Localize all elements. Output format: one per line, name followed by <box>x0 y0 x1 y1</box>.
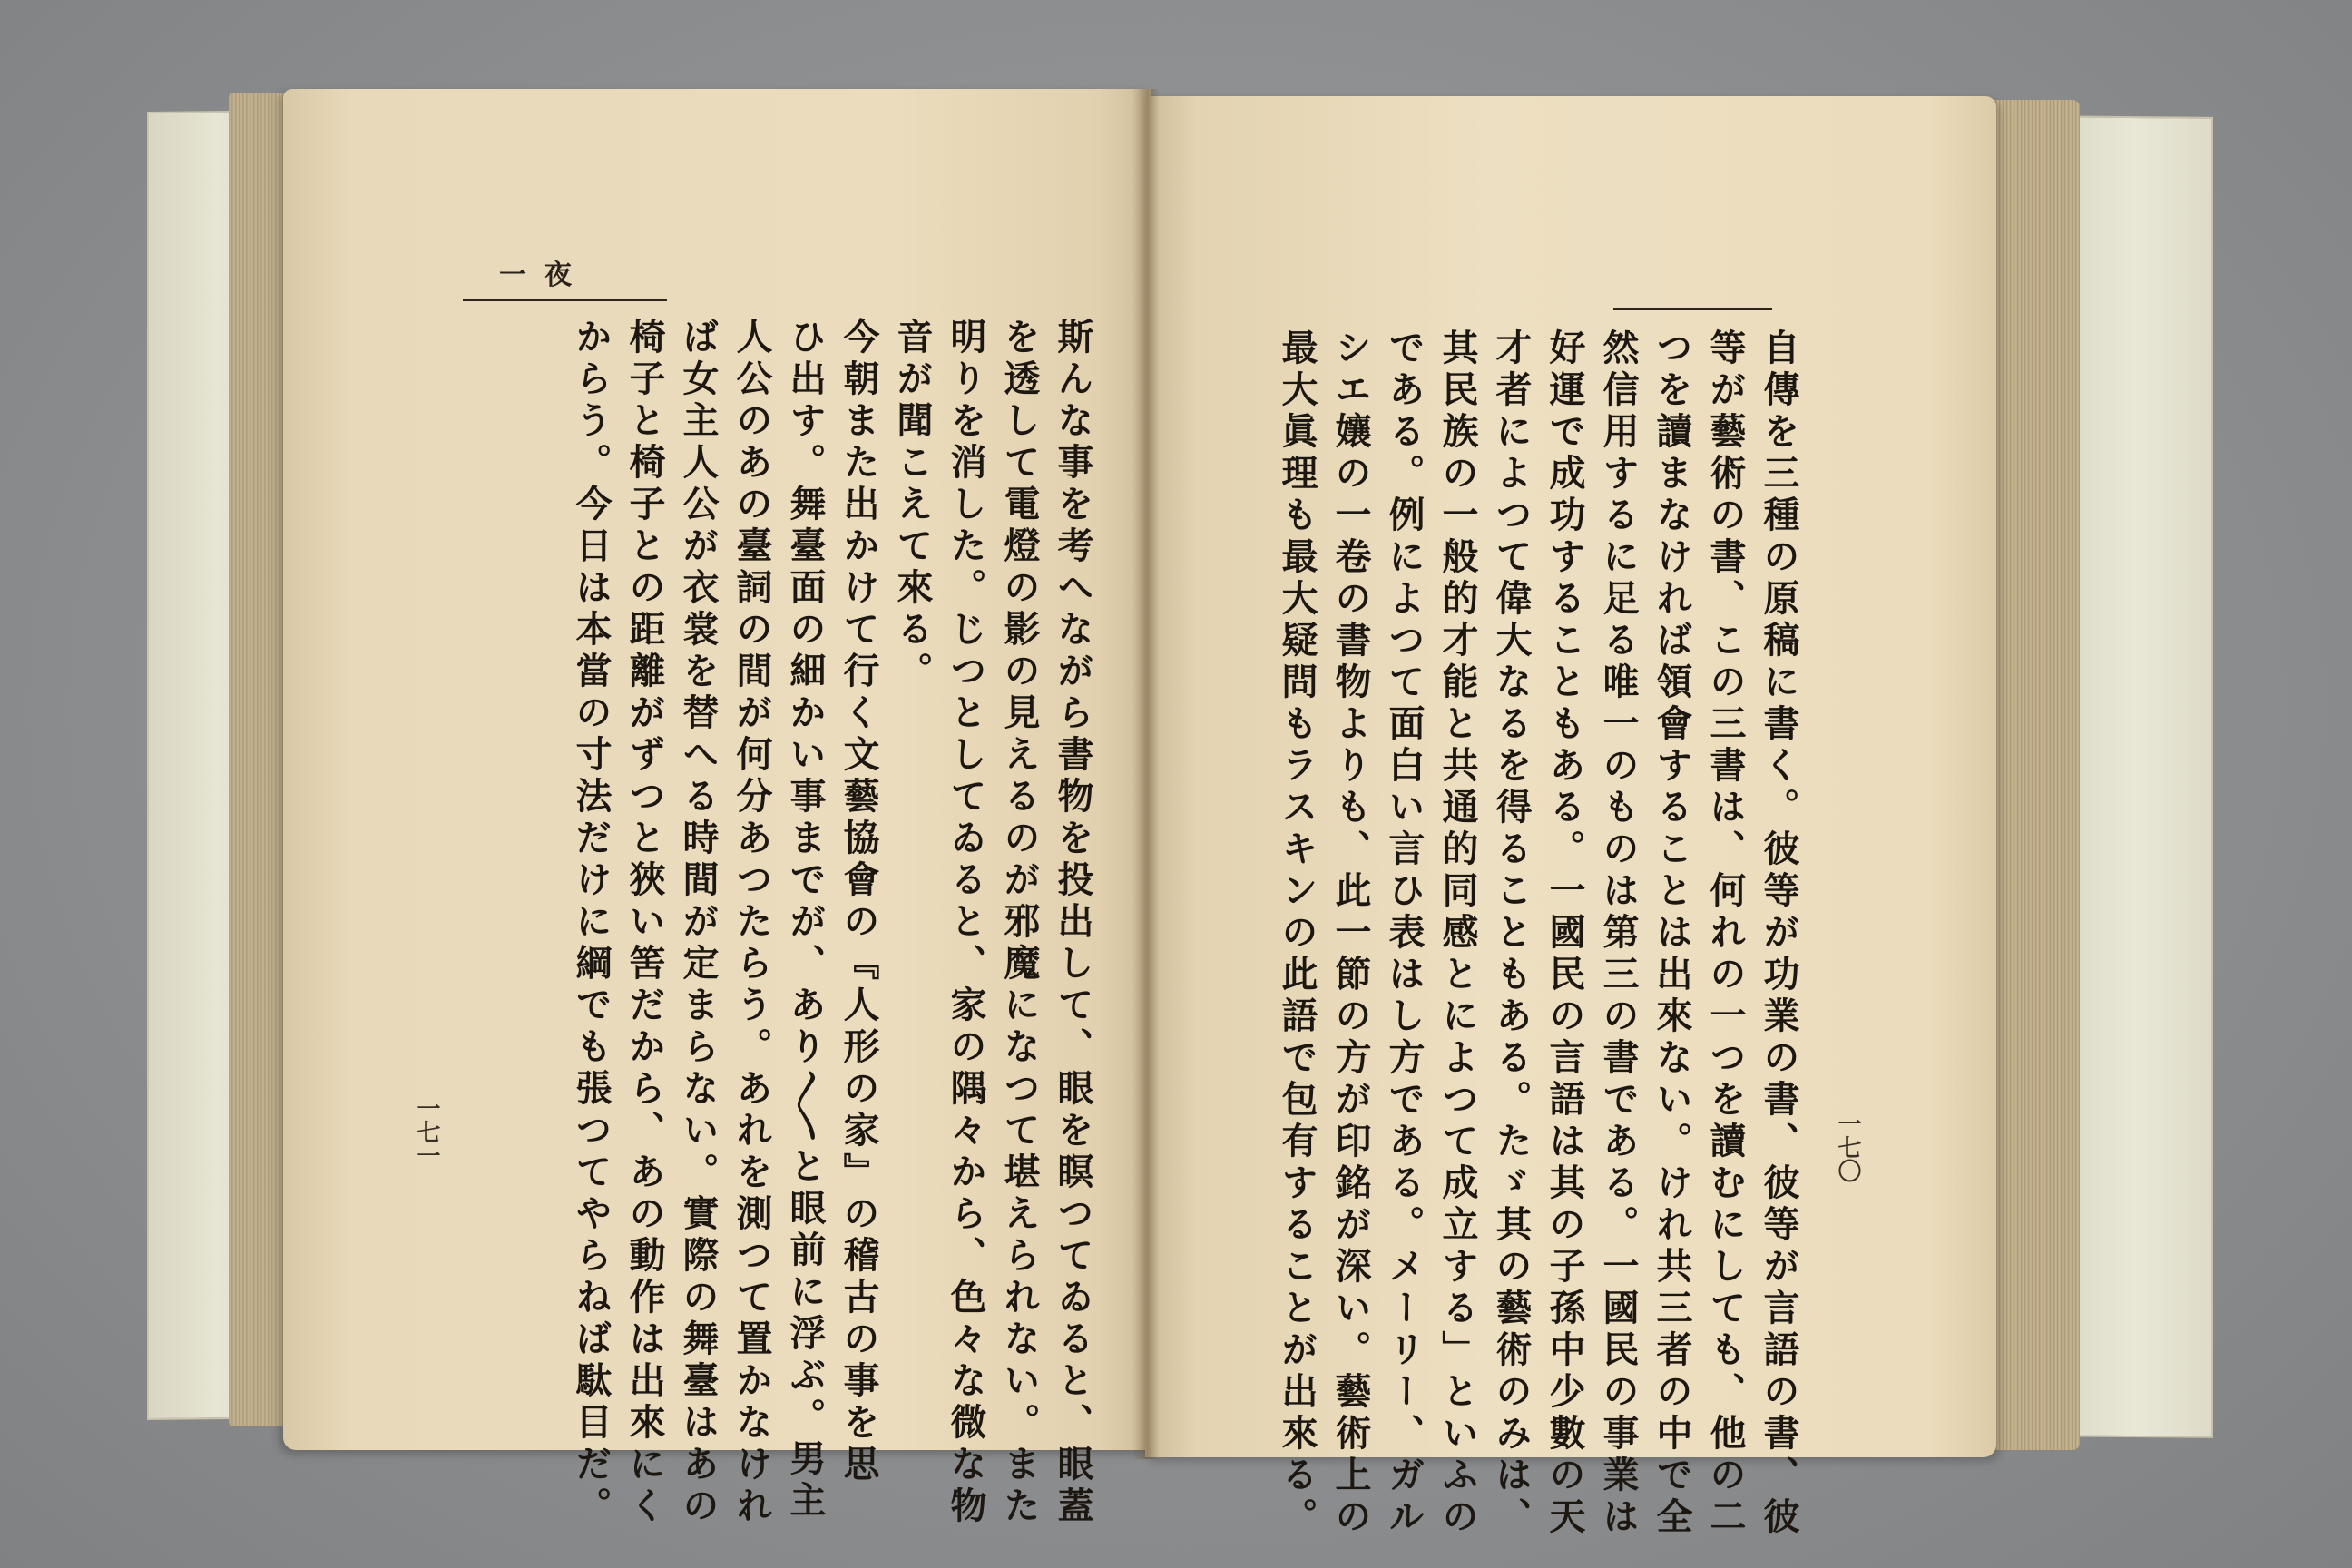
text-line: 然信用するに足る唯一のものは第三の書である。一國民の事業は <box>1597 328 1640 1539</box>
text-line: 好運で成功することもある。一國民の言語は其の子孫中少數の天 <box>1544 328 1586 1539</box>
book-gutter <box>1132 89 1160 1459</box>
text-line: ば女主人公が衣裳を替へる時間が定まらない。實際の舞臺はあの <box>677 318 720 1528</box>
right-header-rule <box>1613 308 1772 310</box>
right-page-number: 一七〇 <box>1834 1112 1861 1182</box>
left-running-header <box>463 252 667 307</box>
text-line: 今朝また出かけて行く文藝協會の『人形の家』の稽古の事を思 <box>838 318 880 1486</box>
left-header-rule <box>463 299 667 301</box>
text-line: 人公のあの臺詞の間が何分あつたらう。あれを測つて置かなけれ <box>730 318 773 1528</box>
left-header-title: 一夜 <box>499 260 590 291</box>
text-line: 自傳を三種の原稿に書く。彼等が功業の書、彼等が言語の書、彼 <box>1758 328 1800 1539</box>
text-line: 等が藝術の書、この三書は、何れの一つを讀むにしても、他の二 <box>1704 328 1747 1539</box>
text-line: 其民族の一般的才能と共通的同感とによつて成立する」といふの <box>1436 328 1479 1539</box>
text-line: つを讀まなければ領會することは出來ない。けれ共三者の中で全 <box>1651 328 1693 1539</box>
text-line: ひ出す。舞臺面の細かい事までが、あり〳〵と眼前に浮ぶ。男主 <box>784 318 827 1523</box>
right-running-header <box>1613 261 1772 316</box>
left-page-text <box>446 318 1100 1528</box>
text-line: 最大眞理も最大疑問もラスキンの此語で包有することが出來る。 <box>1276 328 1318 1539</box>
text-line: 音が聞こえて來る。 <box>891 318 934 693</box>
text-line: 明りを消した。じつとしてゐると、家の隅々から、色々な微な物 <box>945 318 987 1528</box>
left-page-number: 一七一 <box>413 1096 440 1167</box>
text-line: 才者によつて偉大なるを得ることもある。たゞ其の藝術のみは、 <box>1490 328 1533 1539</box>
text-line: 椅子と椅子との距離がずつと狹い筈だから、あの動作は出來にく <box>623 318 666 1528</box>
text-line: からう。今日は本當の寸法だけに綱でも張つてやらねば駄目だ。 <box>570 318 612 1528</box>
text-line: を透して電燈の影の見えるのが邪魔になつて堪えられない。また <box>998 318 1041 1528</box>
text-line: シエ孃の一卷の書物よりも、此一節の方が印銘が深い。藝術上の <box>1329 328 1372 1539</box>
text-line: である。例によつて面白い言ひ表はし方である。メーリー、ガル <box>1383 328 1426 1539</box>
right-page-text <box>1180 328 1806 1539</box>
text-line: 斯んな事を考へながら書物を投出して、眼を瞑つてゐると、眼蓋 <box>1052 318 1094 1528</box>
